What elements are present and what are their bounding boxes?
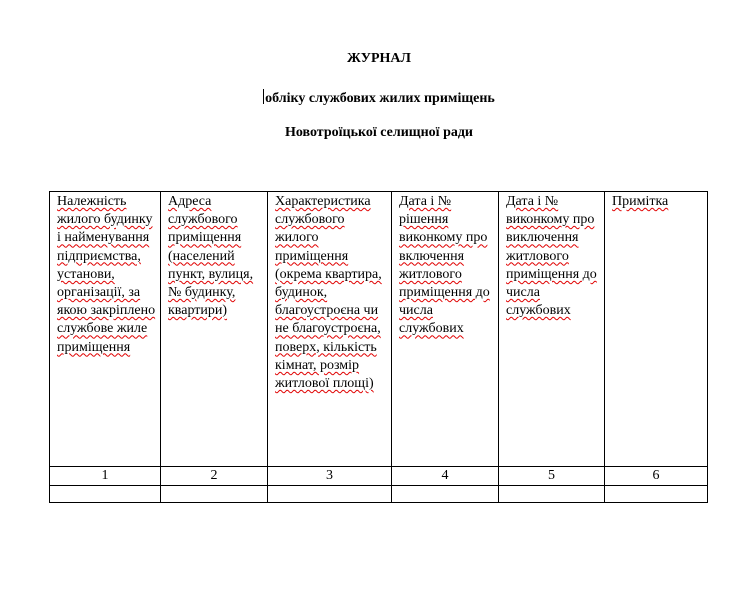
table-header-row [50, 192, 708, 467]
column-number[interactable]: 6 [605, 467, 708, 486]
header-cell-note[interactable] [605, 192, 708, 467]
column-number-row [50, 467, 708, 486]
header-text-exclusion-decision: Дата і № виконкому про виключення житлового приміщення до числа службових [506, 194, 597, 319]
header-cell-inclusion-decision[interactable] [392, 192, 499, 467]
header-text-address: Адреса службового приміщення (населений пункт, вулиця, № будинку, квартири) [168, 194, 254, 319]
header-text-note: Примітка [612, 194, 669, 209]
journal-subtitle [0, 89, 730, 107]
empty-cell[interactable] [605, 486, 708, 503]
empty-cell[interactable] [499, 486, 605, 503]
header-text-inclusion-decision: Дата і № рішення виконкому про включення житлового приміщення до числа службових [399, 194, 490, 337]
header-cell-ownership[interactable] [50, 192, 161, 467]
header-text-ownership: Належність жилого будинку і найменування підприємства, установи, організації, за якою закріплено службове жиле приміщення [57, 194, 156, 355]
register-table [49, 191, 708, 503]
header-cell-address[interactable] [161, 192, 268, 467]
empty-cell[interactable] [268, 486, 392, 503]
column-number[interactable]: 2 [161, 467, 268, 486]
text-cursor [263, 89, 264, 104]
header-text-characteristics: Характеристика службового жилого приміщення (окрема квартира, будинок, благоустроєна чи не благоустроєна, поверх, кількість кімнат, розмір житлової площі) [275, 194, 382, 392]
header-cell-characteristics[interactable] [268, 192, 392, 467]
column-number[interactable]: 4 [392, 467, 499, 486]
empty-cell[interactable] [161, 486, 268, 503]
empty-data-row [50, 486, 708, 503]
council-name: Новотроїцької селищної ради [284, 125, 473, 140]
column-number[interactable]: 5 [499, 467, 605, 486]
empty-cell[interactable] [50, 486, 161, 503]
empty-cell[interactable] [392, 486, 499, 503]
header-cell-exclusion-decision[interactable] [499, 192, 605, 467]
column-number[interactable]: 1 [50, 467, 161, 486]
column-number[interactable]: 3 [268, 467, 392, 486]
journal-title: ЖУРНАЛ [347, 51, 411, 66]
journal-subtitle-text: обліку службових жилих приміщень [265, 91, 495, 106]
